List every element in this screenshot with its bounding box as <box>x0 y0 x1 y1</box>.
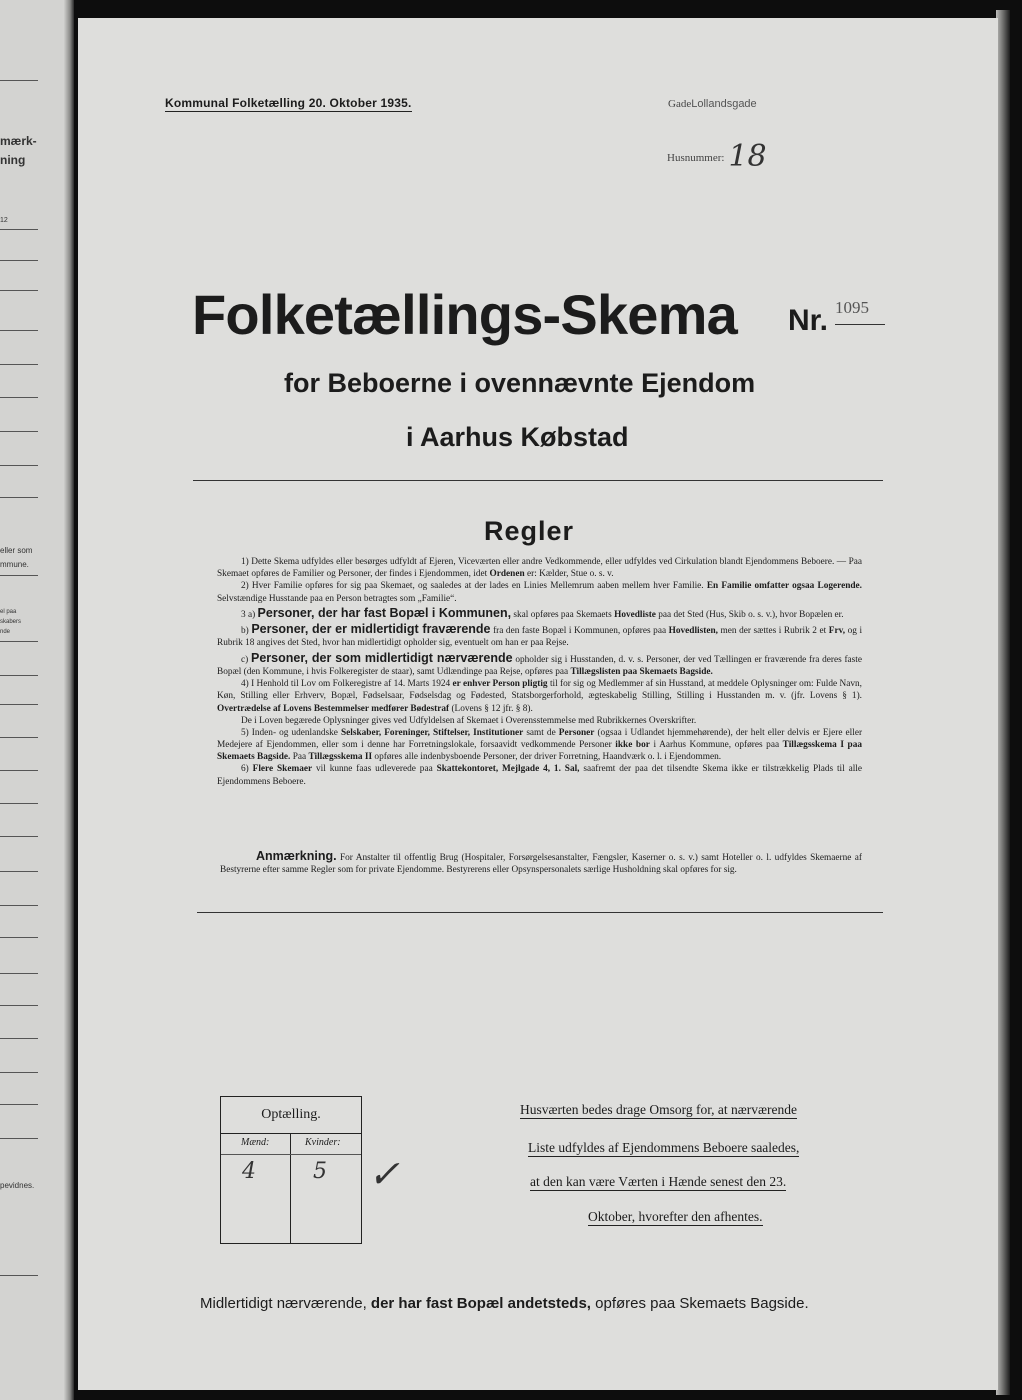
left-rule <box>0 973 38 974</box>
tally-divider <box>290 1133 291 1243</box>
note-text: For Anstalter til offentlig Brug (Hospitaler, Forsørgelsesanstalter, Fængsler, Kaserner o. s. v.) samt Hoteller o. l. udfyldes Skemaerne af Bestyrerne efter samme Regler som for private Ejendomme. Bestyrerens eller Opsynspersonalets særlige Husholdning skal opføres for sig. <box>220 853 862 876</box>
street-field <box>668 94 757 112</box>
rules-text <box>217 556 862 788</box>
left-rule <box>0 641 38 642</box>
women-label: Kvinder: <box>305 1137 341 1148</box>
left-rule <box>0 836 38 837</box>
notice-line: Liste udfyldes af Ejendommens Beboere saaledes, <box>528 1140 800 1155</box>
left-rule <box>0 80 38 81</box>
left-rule <box>0 1275 38 1276</box>
left-rule <box>0 770 38 771</box>
rule-2: 2) Hver Familie opføres for sig paa Skemaet, og saaledes at der lades en Linies Mellemrum aaben mellem hver Familie. En Familie omfatter ogsaa Logerende. Selvstændige Husstande paa en Person betragtes som „Familie“. <box>217 581 862 604</box>
form-number-rule <box>835 324 885 325</box>
left-rule <box>0 675 38 676</box>
left-rule <box>0 803 38 804</box>
left-fragment: 12 <box>0 217 8 224</box>
form-number-label: Nr. <box>788 304 829 337</box>
tally-subline <box>221 1154 361 1155</box>
rule-3a: 3 a) Personer, der har fast Bopæl i Kommunen, skal opføres paa Skemaets Hovedliste paa det Sted (Hus, Skib o. s. v.), hvor Bopælen er. <box>241 605 844 620</box>
left-fragment: el paa <box>0 609 17 615</box>
street-value: Lollandsgade <box>691 98 757 110</box>
rule-4: 4) I Henhold til Lov om Folkeregistre af 14. Marts 1924 er enhver Person pligtig til for sig og Medlemmer af sin Husstand, at meddele Oplysninger om: Fulde Navn, Køn, Stilling eller Erhverv, Bopæl, Fødselsaar, Fødselsdag og Fødested, Statsborgerforhold, ægteskabelig Stilling, Stilling i Husstanden m. v. (jfr. Lovens § 1). Overtrædelse af Lovens Bestemmelser medfører Bødestraf (Lovens § 12 jfr. § 8). <box>217 679 862 714</box>
rule-4-cont: De i Loven begærede Oplysninger gives ved Udfyldelsen af Skemaet i Overensstemmelse med Rubrikkernes Overskrifter. <box>241 715 697 726</box>
left-rule <box>0 905 38 906</box>
left-page-strip <box>0 0 74 1400</box>
left-rule <box>0 364 38 365</box>
page-fold-shadow <box>64 0 74 1400</box>
form-subtitle: for Beboerne i ovennævnte Ejendom <box>284 368 756 398</box>
left-rule <box>0 397 38 398</box>
divider <box>197 912 883 913</box>
house-number-label: Husnummer: <box>667 152 725 164</box>
tally-title: Optælling. <box>221 1097 361 1134</box>
left-rule <box>0 1038 38 1039</box>
page-edge <box>996 10 1010 1395</box>
left-rule <box>0 575 38 576</box>
rule-5: 5) Inden- og udenlandske Selskaber, Foreninger, Stiftelser, Institutioner samt de Personer (ogsaa i Udlandet hjemmehørende), der helt eller delvis er Ejere eller Medejere af Ejendommen, eller som i denne har Forretningslokale, forsaavidt vedkommende Personer ikke bor i Aarhus Kommune, opføres paa Tillægsskema I paa Skemaets Bagside. Paa Tillægsskema II opføres alle indenbysboende Personer, der driver Forretning, Haandværk o. l. i Ejendommen. <box>217 727 863 763</box>
left-fragment: mærk- <box>0 134 37 148</box>
left-rule <box>0 704 38 705</box>
left-fragment: pevidnes. <box>0 1181 35 1190</box>
notice-line: at den kan være Værten i Hænde senest den 23. <box>530 1174 787 1189</box>
form-title: Folketællings-Skema <box>192 283 737 346</box>
rule-3c: c) Personer, der som midlertidigt nærværende opholder sig i Husstanden, d. v. s. Personer, der ved Tællingen er fraværende fra deres faste Bopæl (den Kommune, i hvis Folkeregister de staar), samt Udlændinge paa Rejse, opføres paa Tillægslisten paa Skemaets Bagside. <box>217 650 862 677</box>
left-rule <box>0 1005 38 1006</box>
left-rule <box>0 1138 38 1139</box>
left-rule <box>0 330 38 331</box>
house-number-value: 18 <box>728 139 767 174</box>
left-rule <box>0 737 38 738</box>
left-fragment: nde <box>0 629 11 635</box>
rule-1: 1) Dette Skema udfyldes eller besørges udfyldt af Ejeren, Viceværten eller andre Vedkommende, eller udfyldes ved Cirkulation blandt Ejendommens Beboere. — Paa Skemaet opføres de Familier og Personer, der findes i Ejendommen, idet Ordenen er: Kælder, Stue o. s. v. <box>217 557 862 580</box>
tally-box <box>220 1096 362 1244</box>
notice-line: Husværten bedes drage Omsorg for, at nærværende <box>520 1102 798 1117</box>
left-fragment: mmune. <box>0 560 29 569</box>
footer-note: Midlertidigt nærværende, der har fast Bopæl andetsteds, opføres paa Skemaets Bagside. <box>200 1295 809 1312</box>
left-rule <box>0 431 38 432</box>
left-rule <box>0 465 38 466</box>
note-heading: Anmærkning. <box>256 849 337 863</box>
check-mark: ✓ <box>368 1152 400 1196</box>
men-count[interactable]: 4 <box>242 1159 256 1184</box>
census-header: Kommunal Folketælling 20. Oktober 1935. <box>165 96 412 110</box>
rule-6: 6) Flere Skemaer vil kunne faas udleverede paa Skattekontoret, Mejlgade 4, 1. Sal, saafremt der paa det tilsendte Skema ikke er tilstrækkelig Plads til alle Ejendommens Beboere. <box>217 764 863 787</box>
street-label: Gade <box>668 98 692 110</box>
rules-heading: Regler <box>484 516 575 546</box>
notice-line: Oktober, hvorefter den afhentes. <box>588 1209 763 1224</box>
left-fragment: skabers <box>0 619 22 625</box>
divider <box>193 480 883 481</box>
left-rule <box>0 1072 38 1073</box>
rule-3b: b) Personer, der er midlertidigt fraværende fra den faste Bopæl i Kommunen, opføres paa Hovedlisten, men der sættes i Rubrik 2 et Frv, og i Rubrik 18 angives det Sted, hvor han midlertidigt opholder sig, eventuelt om han er paa Rejse. <box>217 622 863 649</box>
left-rule <box>0 937 38 938</box>
form-number-value: 1095 <box>835 298 869 317</box>
left-rule <box>0 1104 38 1105</box>
left-fragment: eller som <box>0 546 33 555</box>
women-count[interactable]: 5 <box>313 1159 327 1184</box>
left-fragment: ning <box>0 153 26 167</box>
left-rule <box>0 290 38 291</box>
left-rule <box>0 871 38 872</box>
left-rule <box>0 497 38 498</box>
note-block <box>220 848 862 877</box>
left-rule <box>0 229 38 230</box>
left-rule <box>0 260 38 261</box>
men-label: Mænd: <box>241 1137 270 1148</box>
house-number-field <box>667 134 767 174</box>
form-subtitle-city: i Aarhus Købstad <box>406 422 629 452</box>
